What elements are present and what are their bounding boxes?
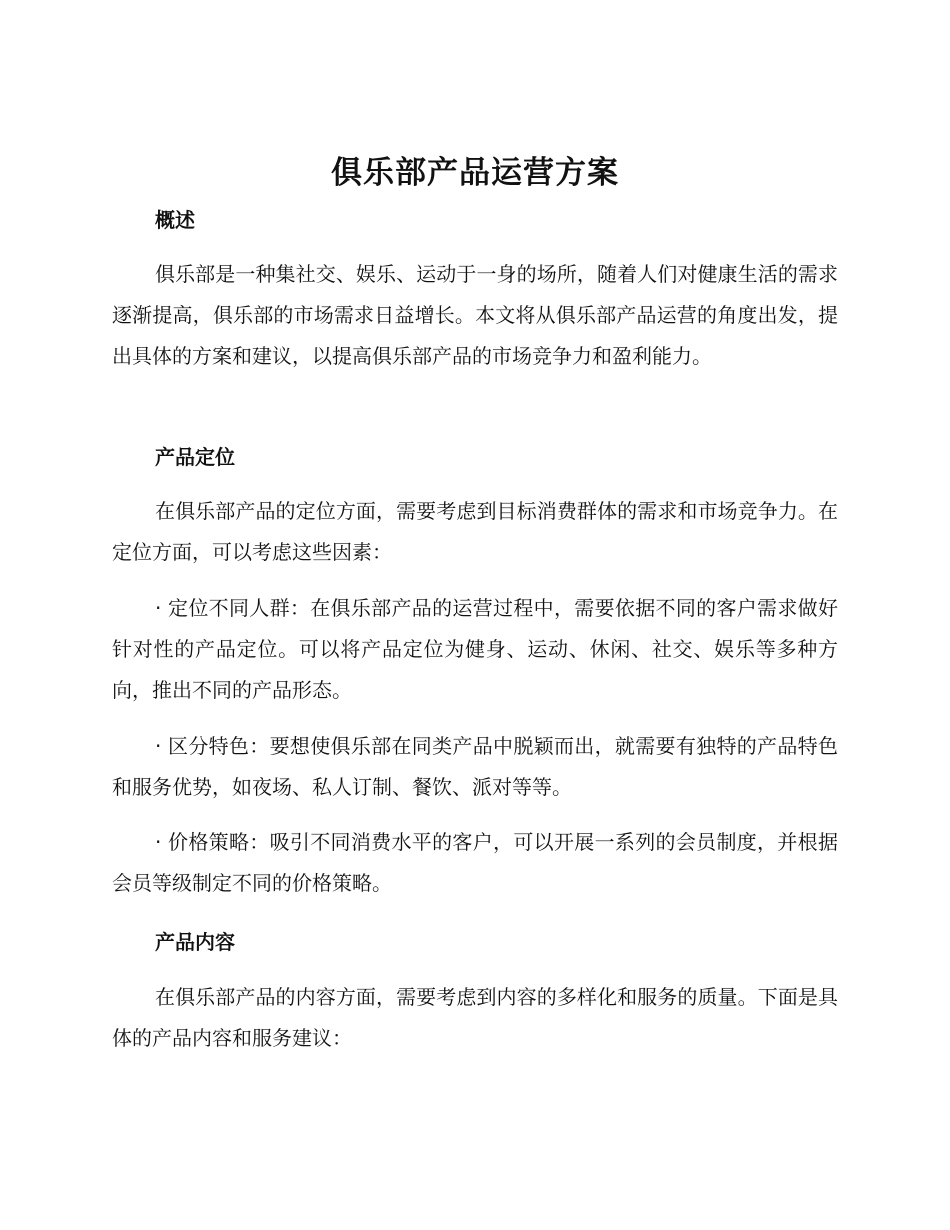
paragraph-overview: 俱乐部是一种集社交、娱乐、运动于一身的场所，随着人们对健康生活的需求逐渐提高，俱乐部的市场需求日益增长。本文将从俱乐部产品运营的角度出发，提出具体的方案和建议，以提高俱乐部产品的市场竞争力和盈利能力。 [112, 262, 838, 368]
bullet-target-groups: · 定位不同人群：在俱乐部产品的运营过程中，需要依据不同的客户需求做好针对性的产品定位。可以将产品定位为健身、运动、休闲、社交、娱乐等多种方向，推出不同的产品形态。 [112, 596, 838, 702]
section-heading-content: 产品内容 [155, 930, 235, 954]
paragraph-content-intro: 在俱乐部产品的内容方面，需要考虑到内容的多样化和服务的质量。下面是具体的产品内容和服务建议： [112, 985, 838, 1050]
section-heading-overview: 概述 [155, 208, 195, 232]
document-title: 俱乐部产品运营方案 [331, 155, 619, 191]
bullet-pricing-strategy: · 价格策略：吸引不同消费水平的客户，可以开展一系列的会员制度，并根据会员等级制定不同的价格策略。 [112, 830, 838, 895]
bullet-distinct-features: · 区分特色：要想使俱乐部在同类产品中脱颖而出，就需要有独特的产品特色和服务优势，如夜场、私人订制、餐饮、派对等等。 [112, 734, 838, 799]
section-heading-positioning: 产品定位 [155, 445, 235, 469]
paragraph-positioning-intro: 在俱乐部产品的定位方面，需要考虑到目标消费群体的需求和市场竞争力。在定位方面，可以考虑这些因素： [112, 499, 838, 564]
